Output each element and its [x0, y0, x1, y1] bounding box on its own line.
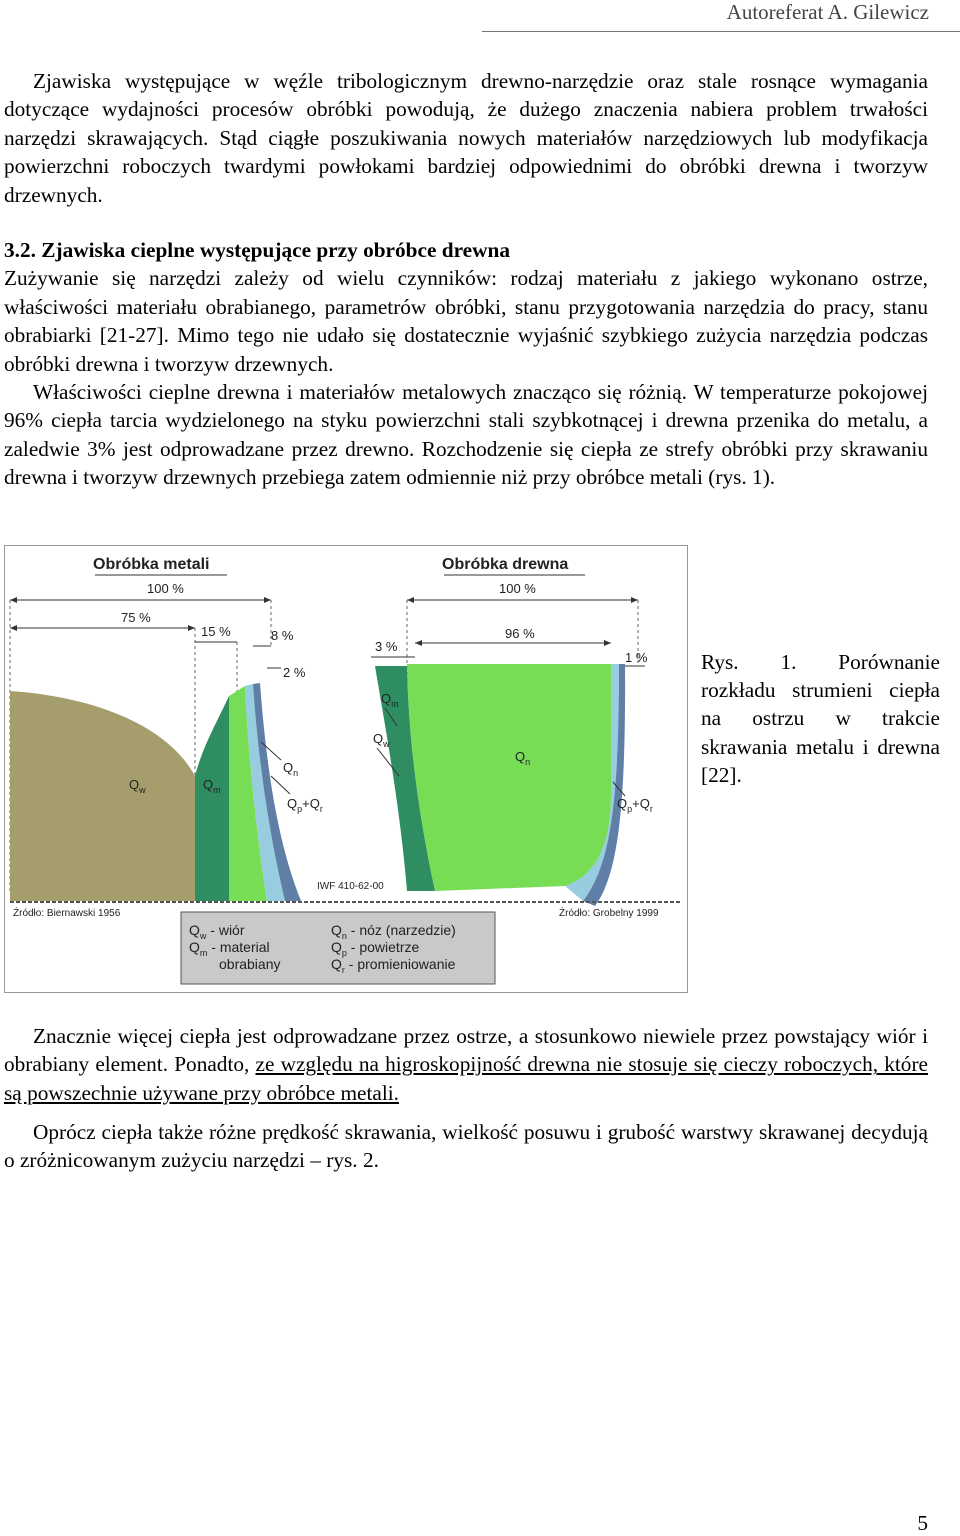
metal-qw-label: $Q_w$ — [129, 777, 146, 795]
metal-total-label: 100 % — [147, 581, 184, 596]
legend — [181, 912, 495, 984]
metal-wior-pct: 75 % — [121, 610, 151, 625]
legend-qm-cont: obrabiany — [219, 956, 281, 972]
metal-qm-label: $Q_m$ — [203, 777, 221, 795]
metal-title: Obróbka metali — [93, 556, 210, 573]
wood-panel — [317, 556, 659, 919]
section-paragraph-b — [4, 378, 928, 492]
metal-qpr-leader — [271, 776, 290, 794]
wood-total-label: 100 % — [499, 581, 536, 596]
wood-qn-label: $Q_n$ — [515, 749, 531, 767]
wood-title: Obróbka drewna — [442, 556, 569, 573]
wood-source: Źródło: Grobelny 1999 — [559, 908, 659, 919]
legend-qw: $Q_w$ - wiór — [189, 922, 245, 941]
metal-material-pct: 15 % — [201, 624, 231, 639]
wood-qw-label: $Q_w$ — [373, 731, 390, 749]
page-header — [0, 0, 960, 40]
underlined-remark: ze względu na higroskopijność drewna nie stosuje się cieczy roboczych, które są powszechnie używane przy obróbce metali. — [4, 1052, 928, 1105]
wood-band-noz — [407, 664, 611, 891]
legend-qr: $Q_r$ - promieniowanie — [331, 956, 456, 975]
page-number: 5 — [917, 1511, 928, 1535]
figure-caption: Rys. 1. Porównanie rozkładu strumieni ciepła na ostrzu w trakcie skrawania metalu i drewna [22]. — [701, 650, 940, 787]
figure-code: IWF 410-62-00 — [317, 881, 384, 892]
metal-qpr-label: $Q_p+Q_r$ — [287, 796, 323, 814]
wood-qpr-label: $Q_p+Q_r$ — [617, 796, 653, 814]
wood-air-pct: 1 % — [625, 650, 648, 665]
wood-noz-pct: 96 % — [505, 626, 535, 641]
metal-source: Źródło: Biernawski 1956 — [13, 908, 121, 919]
paragraph-final — [4, 1118, 928, 1175]
metal-qn-label: $Q_n$ — [283, 760, 299, 778]
figure-heat-distribution — [4, 545, 688, 993]
wood-material-pct: 3 % — [375, 639, 398, 654]
metal-air-pct: 2 % — [283, 665, 306, 680]
paragraph-after-figure-text: Znacznie więcej ciepła jest odprowadzane przez ostrze, a stosunkowo niewiele przez powstający wiór i obrabiany element. Ponadto, — [4, 1024, 928, 1077]
section-paragraph-a: Zużywanie się narzędzi zależy od wielu czynników: rodzaj materiału z jakiego wykonano ostrze, właściwości materiału obrabianego, parametrów obróbki, stanu przygotowania narzędzia do pracy, stanu obrabiarki [21-27]. Mimo tego nie udało się dostatecznie wyjaśnić szybkiego zużycia narzędzia podczas obróbki drewna i tworzyw drzewnych. — [4, 266, 928, 376]
heat-flow-diagram — [5, 546, 687, 992]
running-title: Autoreferat A. Gilewicz — [726, 0, 929, 24]
metal-band-wior — [10, 691, 195, 901]
section-heading: 3.2. Zjawiska cieplne występujące przy obróbce drewna — [4, 238, 510, 262]
section-paragraph-b-text: Właściwości cieplne drewna i materiałów metalowych znacząco się różnią. W temperaturze pokojowej 96% ciepła tarcia wydzielonego na styku powierzchni stali szybkotnącej i drewna przenika do metalu, a zaledwie 3% jest odprowadzane przez drewno. Rozchodzenie się ciepła ze strefy obróbki przy skrawaniu drewna i tworzyw drzewnych przebiega zatem odmiennie niż przy obróbce metali (rys. 1). — [4, 380, 928, 490]
paragraph-intro-text: Zjawiska występujące w węźle tribologicznym drewno-narzędzie oraz stale rosnące wymagania dotyczące wydajności procesów obróbki powodują, że dużego znaczenia nabiera problem trwałości narzędzi skrawających. Stąd ciągłe poszukiwania nowych materiałów narzędziowych lub modyfikacja powierzchni roboczych twardymi powłokami bardziej odpowiednimi do obróbki drewna i tworzyw drzewnych. — [4, 69, 928, 207]
paragraph-after-figure — [4, 1022, 928, 1107]
legend-qp: $Q_p$ - powietrze — [331, 939, 420, 958]
legend-qm: $Q_m$ - material — [189, 939, 270, 958]
section-3-2 — [4, 236, 928, 492]
legend-qn: $Q_n$ - nóz (narzedzie) — [331, 922, 456, 941]
metal-band-material — [195, 696, 229, 901]
paragraph-final-text: Oprócz ciepła także różne prędkość skrawania, wielkość posuwu i grubość warstwy skrawanej decydują o zróżnicowanym zużyciu narzędzi – rys. 2. — [4, 1120, 928, 1173]
paragraph-intro — [4, 67, 928, 209]
header-rule — [482, 31, 960, 32]
metal-panel — [10, 556, 323, 919]
wood-qm-label: $Q_m$ — [381, 691, 399, 709]
metal-noz-pct: 8 % — [271, 628, 294, 643]
